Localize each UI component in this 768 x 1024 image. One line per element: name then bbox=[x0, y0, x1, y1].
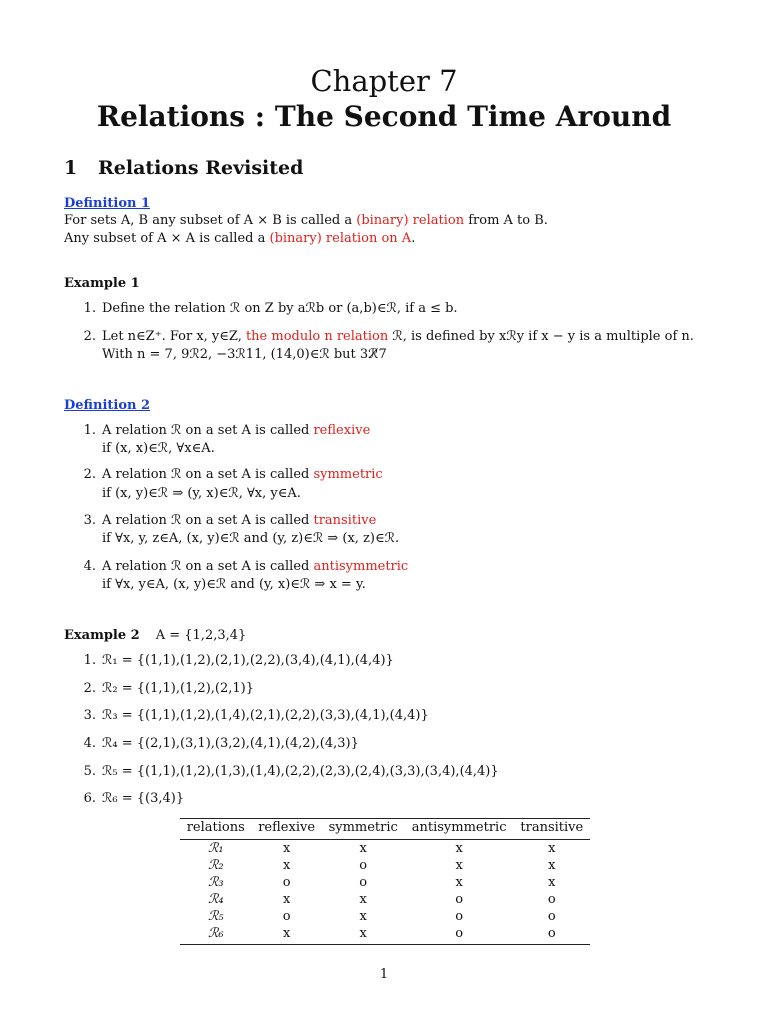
item-number: 1. bbox=[83, 653, 96, 668]
header-relations: relations bbox=[180, 819, 252, 840]
example-2-heading bbox=[64, 628, 246, 643]
relation-r4: ℛ₄ = {(2,1),(3,1),(3,2),(4,1),(4,2),(4,3)} bbox=[102, 736, 359, 751]
example-2-item-2 bbox=[76, 681, 254, 696]
term-reflexive: reflexive bbox=[313, 423, 371, 438]
table-cell: x bbox=[282, 841, 291, 856]
relation-r3: ℛ₃ = {(1,1),(1,2),(1,4),(2,1),(2,2),(3,3),(4,1),(4,4)} bbox=[102, 708, 429, 723]
definition-2-item-2 bbox=[76, 467, 383, 482]
table-row bbox=[180, 891, 590, 908]
relation-r1: ℛ₁ = {(1,1),(1,2),(2,1),(2,2),(3,4),(4,1),(4,4)} bbox=[102, 653, 394, 668]
example-1-item-2-end: ℛ, is defined by xℛy if x − y is a multiple of n. bbox=[388, 329, 694, 344]
table-cell: ℛ₄ bbox=[207, 892, 224, 907]
item-number: 2. bbox=[83, 467, 96, 482]
table-cell: x bbox=[455, 875, 463, 890]
definition-2-item-2-condition: if (x, y)∈ℛ ⇒ (y, x)∈ℛ, ∀x, y∈A. bbox=[102, 486, 301, 501]
item-number: 3. bbox=[83, 513, 96, 528]
definition-2-item-3-condition: if ∀x, y, z∈A, (x, y)∈ℛ and (y, z)∈ℛ ⇒ (x, z)∈ℛ. bbox=[102, 531, 400, 546]
table-cell: o bbox=[282, 909, 291, 924]
example-1-item-2-text: Let n∈Z⁺. For x, y∈Z, bbox=[102, 329, 246, 344]
table-cell: x bbox=[548, 858, 556, 873]
table-row bbox=[180, 840, 590, 858]
example-1-item-2-line-2: With n = 7, 9ℛ2, −3ℛ11, (14,0)∈ℛ but 3ℛ̸7 bbox=[102, 347, 387, 362]
table-cell: o bbox=[455, 892, 464, 907]
item-number: 1. bbox=[83, 423, 96, 438]
table-row bbox=[180, 925, 590, 945]
definition-2-item-1-condition: if (x, x)∈ℛ, ∀x∈A. bbox=[102, 441, 215, 456]
table-cell: o bbox=[547, 909, 556, 924]
table-cell: ℛ₂ bbox=[207, 858, 224, 873]
example-2-set: A = {1,2,3,4} bbox=[155, 628, 247, 643]
item-number: 2. bbox=[83, 329, 96, 344]
example-1-heading: Example 1 bbox=[64, 276, 140, 291]
item-number: 4. bbox=[83, 559, 96, 574]
term-binary-relation: (binary) relation bbox=[356, 213, 465, 228]
definition-2-item-3 bbox=[76, 513, 376, 528]
example-2-label: Example 2 bbox=[64, 628, 140, 643]
def1-line1-end: from A to B. bbox=[464, 213, 548, 228]
table-cell: o bbox=[282, 875, 291, 890]
table-cell: x bbox=[282, 858, 291, 873]
definition-1-line-2 bbox=[64, 231, 415, 246]
header-reflexive: reflexive bbox=[252, 819, 322, 840]
table-cell: x bbox=[359, 909, 367, 924]
table-cell: ℛ₁ bbox=[207, 841, 224, 856]
section-number: 1 bbox=[64, 157, 78, 179]
chapter-title: Relations : The Second Time Around bbox=[96, 100, 672, 133]
term-transitive: transitive bbox=[313, 513, 377, 528]
relation-r5: ℛ₅ = {(1,1),(1,2),(1,3),(1,4),(2,2),(2,3),(2,4),(3,3),(3,4),(4,4)} bbox=[102, 764, 499, 779]
def1-line2-end: . bbox=[411, 231, 416, 246]
table-cell: x bbox=[455, 841, 463, 856]
table-cell: x bbox=[455, 858, 463, 873]
header-antisymmetric: antisymmetric bbox=[405, 819, 514, 840]
example-2-item-3 bbox=[76, 708, 429, 723]
definition-2-item-1 bbox=[76, 423, 370, 438]
item-number: 5. bbox=[83, 764, 96, 779]
table-cell: ℛ₅ bbox=[207, 909, 224, 924]
section-title: Relations Revisited bbox=[98, 157, 304, 179]
table-cell: x bbox=[548, 841, 556, 856]
item-number: 3. bbox=[83, 708, 96, 723]
def2-item-3-text: A relation ℛ on a set A is called bbox=[102, 513, 314, 528]
term-binary-relation-on-a: (binary) relation on A bbox=[269, 231, 412, 246]
section-heading bbox=[64, 157, 303, 179]
item-number: 4. bbox=[83, 736, 96, 751]
example-2-item-5 bbox=[76, 764, 499, 779]
table-cell: o bbox=[359, 858, 368, 873]
table-cell: x bbox=[252, 925, 322, 945]
def2-item-1-text: A relation ℛ on a set A is called bbox=[102, 423, 314, 438]
table-cell: o bbox=[547, 892, 556, 907]
definition-2-link[interactable]: Definition 2 bbox=[64, 398, 151, 413]
term-antisymmetric: antisymmetric bbox=[313, 559, 409, 574]
relations-properties-table bbox=[180, 818, 590, 945]
example-1-item-1-text: Define the relation ℛ on Z by aℛb or (a,b)∈ℛ, if a ≤ b. bbox=[102, 301, 458, 316]
definition-1-line-1 bbox=[64, 213, 548, 228]
example-2-item-6 bbox=[76, 791, 184, 806]
item-number: 6. bbox=[83, 791, 96, 806]
table-cell: ℛ₆ bbox=[180, 925, 252, 945]
example-1-item-1 bbox=[76, 301, 458, 316]
table-cell: ℛ₃ bbox=[207, 875, 224, 890]
example-2-item-1 bbox=[76, 653, 394, 668]
definition-1-link[interactable]: Definition 1 bbox=[64, 196, 151, 211]
definition-2-item-4 bbox=[76, 559, 408, 574]
table-row bbox=[180, 857, 590, 874]
table-cell: o bbox=[359, 875, 368, 890]
table-cell: x bbox=[322, 925, 405, 945]
table-cell: x bbox=[359, 892, 367, 907]
table-cell: x bbox=[359, 841, 367, 856]
definition-2-item-4-condition: if ∀x, y∈A, (x, y)∈ℛ and (y, x)∈ℛ ⇒ x = y. bbox=[102, 577, 366, 592]
item-number: 1. bbox=[83, 301, 96, 316]
table-row bbox=[180, 908, 590, 925]
relation-r2: ℛ₂ = {(1,1),(1,2),(2,1)} bbox=[102, 681, 255, 696]
table-cell: o bbox=[405, 925, 514, 945]
relation-r6: ℛ₆ = {(3,4)} bbox=[102, 791, 185, 806]
def1-line1-text: For sets A, B any subset of A × B is called a bbox=[64, 213, 357, 228]
chapter-label: Chapter 7 bbox=[310, 64, 458, 98]
table-row bbox=[180, 874, 590, 891]
table-header-row bbox=[180, 819, 590, 840]
def2-item-4-text: A relation ℛ on a set A is called bbox=[102, 559, 314, 574]
table-cell: o bbox=[455, 909, 464, 924]
item-number: 2. bbox=[83, 681, 96, 696]
table-cell: x bbox=[548, 875, 556, 890]
term-modulo-n-relation: the modulo n relation bbox=[245, 329, 389, 344]
def1-line2-text: Any subset of A × A is called a bbox=[64, 231, 270, 246]
example-2-item-4 bbox=[76, 736, 359, 751]
example-1-item-2 bbox=[76, 329, 694, 344]
header-transitive: transitive bbox=[514, 819, 590, 840]
table-cell: x bbox=[282, 892, 291, 907]
def2-item-2-text: A relation ℛ on a set A is called bbox=[102, 467, 314, 482]
term-symmetric: symmetric bbox=[313, 467, 383, 482]
header-symmetric: symmetric bbox=[322, 819, 405, 840]
page-number: 1 bbox=[379, 967, 389, 982]
table-cell: o bbox=[514, 925, 590, 945]
